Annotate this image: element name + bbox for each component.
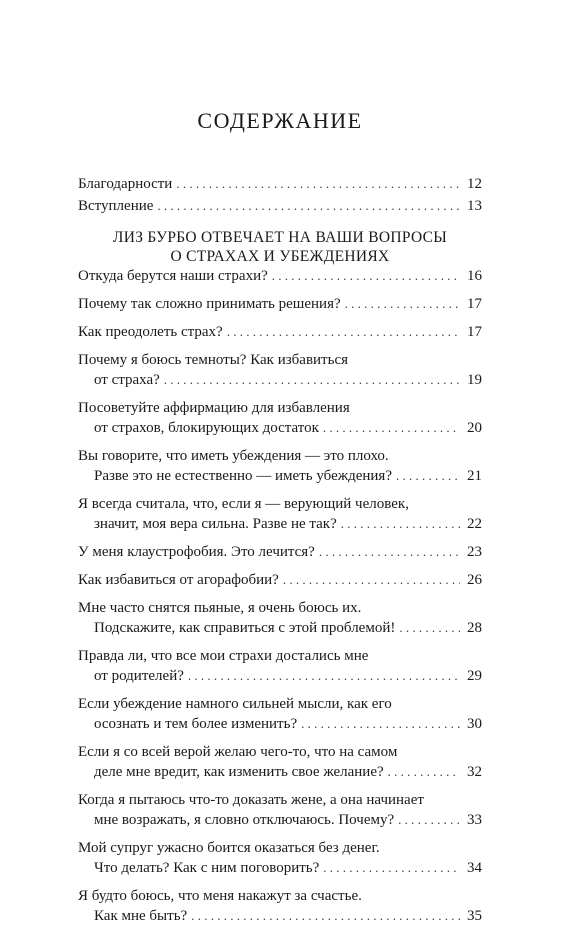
toc-entry-line <box>78 646 482 666</box>
toc-page-number: 19 <box>467 372 482 388</box>
toc-entry-text: Когда я пытаюсь что-то доказать жене, а она начинает <box>78 792 424 808</box>
toc-entry-text: осознать и тем более изменить? <box>94 716 298 732</box>
toc-entry-text: Если убеждение намного сильней мысли, как его <box>78 696 392 712</box>
dot-leader <box>345 294 460 314</box>
toc-page-number: 32 <box>467 764 482 780</box>
toc-entry <box>78 598 482 638</box>
dot-leader <box>191 906 460 926</box>
dot-leader <box>398 810 460 830</box>
dot-leader <box>396 466 460 486</box>
toc-entry-text: Мне часто снятся пьяные, я очень боюсь их. <box>78 600 362 616</box>
toc-entry <box>78 790 482 830</box>
toc-entry-line <box>78 714 482 734</box>
toc-entry-line <box>78 370 482 390</box>
toc-entry-text: Я будто боюсь, что меня накажут за счастье. <box>78 888 362 904</box>
toc-entry-line <box>78 466 482 486</box>
toc-entry-line <box>78 174 482 194</box>
toc-entry-text: от родителей? <box>94 668 184 684</box>
toc-entry <box>78 542 482 562</box>
toc-entry <box>78 294 482 314</box>
dot-leader <box>323 858 460 878</box>
toc-entry-line <box>78 906 482 926</box>
toc-page-number: 35 <box>467 908 482 924</box>
toc-entry-text: Как преодолеть страх? <box>78 324 223 340</box>
toc-entry <box>78 350 482 390</box>
toc-entry-line <box>78 838 482 858</box>
toc-entry-line <box>78 294 482 314</box>
toc-entry-text: Мой супруг ужасно боится оказаться без денег. <box>78 840 380 856</box>
toc-entry <box>78 838 482 878</box>
dot-leader <box>283 570 460 590</box>
toc-entry-text: Посоветуйте аффирмацию для избавления <box>78 400 350 416</box>
dot-leader <box>399 618 460 638</box>
toc-entry-text: Я всегда считала, что, если я — верующий человек, <box>78 496 409 512</box>
toc-entry-line <box>78 322 482 342</box>
toc-entry-text: Подскажите, как справиться с этой проблемой! <box>94 620 396 636</box>
dot-leader <box>164 370 460 390</box>
toc-entry-line <box>78 886 482 906</box>
toc-entry <box>78 174 482 194</box>
section-heading-line: О СТРАХАХ И УБЕЖДЕНИЯХ <box>170 248 390 265</box>
toc-entry-line <box>78 858 482 878</box>
toc-entry-line <box>78 350 482 370</box>
toc-entry-text: Почему я боюсь темноты? Как избавиться <box>78 352 349 368</box>
toc-page-number: 22 <box>467 516 482 532</box>
toc-entry-line <box>78 762 482 782</box>
toc-entry-line <box>78 618 482 638</box>
toc-page-number: 12 <box>467 176 482 192</box>
section-heading <box>78 228 482 266</box>
dot-leader <box>301 714 460 734</box>
toc-entry-line <box>78 742 482 762</box>
toc-entry <box>78 398 482 438</box>
toc-entry-text: Разве это не естественно — иметь убеждения? <box>94 468 392 484</box>
toc-page-number: 34 <box>467 860 482 876</box>
toc-entry-line <box>78 266 482 286</box>
toc-entry <box>78 322 482 342</box>
dot-leader <box>188 666 460 686</box>
toc-entry-line <box>78 598 482 618</box>
toc-entry-text: Вступление <box>78 198 154 214</box>
toc-entry <box>78 196 482 216</box>
toc-entry-text: Если я со всей верой желаю чего-то, что на самом <box>78 744 398 760</box>
toc-entry-line <box>78 196 482 216</box>
toc-entry-text: деле мне вредит, как изменить свое желание? <box>94 764 384 780</box>
toc-entry-text: Почему так сложно принимать решения? <box>78 296 341 312</box>
toc-entry-line <box>78 398 482 418</box>
toc-entry <box>78 446 482 486</box>
toc-entry <box>78 266 482 286</box>
toc-front-matter <box>78 174 482 218</box>
toc-entry-text: У меня клаустрофобия. Это лечится? <box>78 544 315 560</box>
dot-leader <box>227 322 460 342</box>
dot-leader <box>323 418 460 438</box>
toc-entry-text: Как избавиться от агорафобии? <box>78 572 279 588</box>
toc-page-number: 29 <box>467 668 482 684</box>
toc-entry-text: Откуда берутся наши страхи? <box>78 268 268 284</box>
toc-page-number: 26 <box>467 572 482 588</box>
toc-page-number: 30 <box>467 716 482 732</box>
toc-entry-line <box>78 790 482 810</box>
toc-entry-line <box>78 694 482 714</box>
toc-page-number: 20 <box>467 420 482 436</box>
toc-page-number: 33 <box>467 812 482 828</box>
dot-leader <box>272 266 460 286</box>
toc-entry-list <box>78 266 482 934</box>
toc-page-number: 16 <box>467 268 482 284</box>
toc-page-number: 13 <box>467 198 482 214</box>
toc-page-number: 23 <box>467 544 482 560</box>
toc-entry-line <box>78 542 482 562</box>
toc-page-number: 17 <box>467 296 482 312</box>
toc-page-number: 28 <box>467 620 482 636</box>
toc-page-number: 21 <box>467 468 482 484</box>
toc-entry-line <box>78 570 482 590</box>
dot-leader <box>176 174 460 194</box>
section-heading-line: ЛИЗ БУРБО ОТВЕЧАЕТ НА ВАШИ ВОПРОСЫ <box>112 229 448 246</box>
toc-entry-line <box>78 446 482 466</box>
toc-entry-text: Вы говорите, что иметь убеждения — это плохо. <box>78 448 389 464</box>
toc-page-number: 17 <box>467 324 482 340</box>
toc-entry-line <box>78 418 482 438</box>
toc-entry-line <box>78 810 482 830</box>
toc-entry-text: значит, моя вера сильна. Разве не так? <box>94 516 337 532</box>
toc-entry-line <box>78 666 482 686</box>
toc-entry-text: от страха? <box>94 372 160 388</box>
toc-entry-text: Как мне быть? <box>94 908 188 924</box>
toc-entry <box>78 494 482 534</box>
toc-entry <box>78 886 482 926</box>
toc-entry-line <box>78 514 482 534</box>
toc-entry <box>78 570 482 590</box>
toc-entry <box>78 742 482 782</box>
dot-leader <box>341 514 460 534</box>
toc-entry-line <box>78 494 482 514</box>
toc-entry <box>78 694 482 734</box>
dot-leader <box>157 196 460 216</box>
toc-entry-text: от страхов, блокирующих достаток <box>94 420 319 436</box>
toc-entry-text: Что делать? Как с ним поговорить? <box>94 860 320 876</box>
dot-leader <box>388 762 460 782</box>
dot-leader <box>319 542 460 562</box>
toc-entry-text: Благодарности <box>78 176 173 192</box>
toc-entry-text: мне возражать, я словно отключаюсь. Почему? <box>94 812 395 828</box>
toc-entry-text: Правда ли, что все мои страхи достались мне <box>78 648 369 664</box>
toc-entry <box>78 646 482 686</box>
page-title: СОДЕРЖАНИЕ <box>197 108 363 133</box>
